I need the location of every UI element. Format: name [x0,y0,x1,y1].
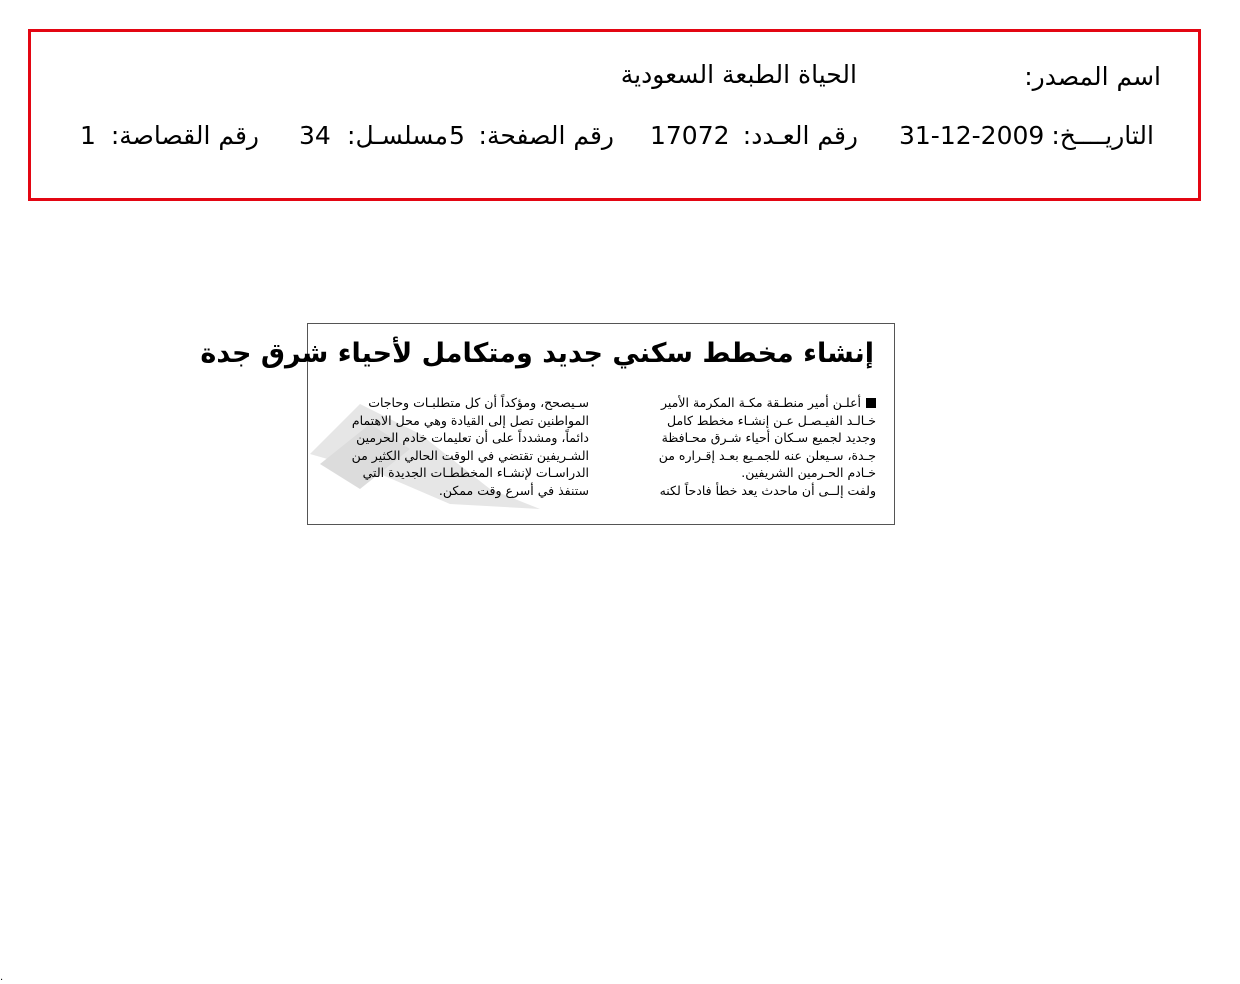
article-line: وجديد لجميع سـكان أحياء شـرق محـافظة [661,430,876,445]
metadata-box [28,29,1201,201]
news-clipping [200,323,895,525]
page-label: رقم الصفحة: [478,121,614,150]
date-value: 31-12-2009 [899,121,1045,150]
serial-value: 34 [299,121,331,150]
article-line: المواطنين تصل إلى القيادة وهي محل الاهتمام [351,412,589,428]
clip-value: 1 [80,121,96,150]
issue-label: رقم العـدد: [742,121,858,150]
source-value: الحياة الطبعة السعودية [620,60,857,89]
article-line: خـادم الحـرمين الشريفين. [741,465,876,480]
article-line: ستنفذ في أسرع وقت ممكن. [438,482,589,498]
serial-label: مسلسـل: [347,121,448,150]
issue-value: 17072 [650,121,730,150]
square-bullet-icon [866,398,876,408]
article-line: ولفت إلــى أن ماحدث يعد خطأ فادحاً لكنه [659,482,876,498]
page-value: 5 [449,121,465,150]
article-line: الشـريفين تقتضي في الوقت الحالي الكثير من [351,447,589,463]
article-headline: إنشاء مخطط سكني جديد ومتكامل لأحياء شرق جدة [200,338,874,369]
article-line: أعلـن أمير منطـقة مكـة المكرمة الأمير [611,394,876,412]
article-line: دائماً، ومشدداً على أن تعليمات خادم الحرمين [356,430,589,445]
article-line: خـالـد الفيـصـل عـن إنشـاء مخطط كامل [667,412,876,428]
clip-label: رقم القصاصة: [110,121,259,150]
article-column-right [611,394,876,499]
source-label: اسم المصدر: [1024,62,1161,91]
article-line: سـيصحح، ومؤكداً أن كل متطلبـات وحاجات [368,395,589,410]
corner-mark: . [0,972,4,983]
article-line: جـدة، سـيعلن عنه للجمـيع بعـد إقـراره من [658,447,876,463]
date-label: التاريــــخ: [1051,121,1154,150]
article-line: الدراسـات لإنشـاء المخططـات الجديدة التي [362,465,589,480]
article-column-left [317,394,589,499]
